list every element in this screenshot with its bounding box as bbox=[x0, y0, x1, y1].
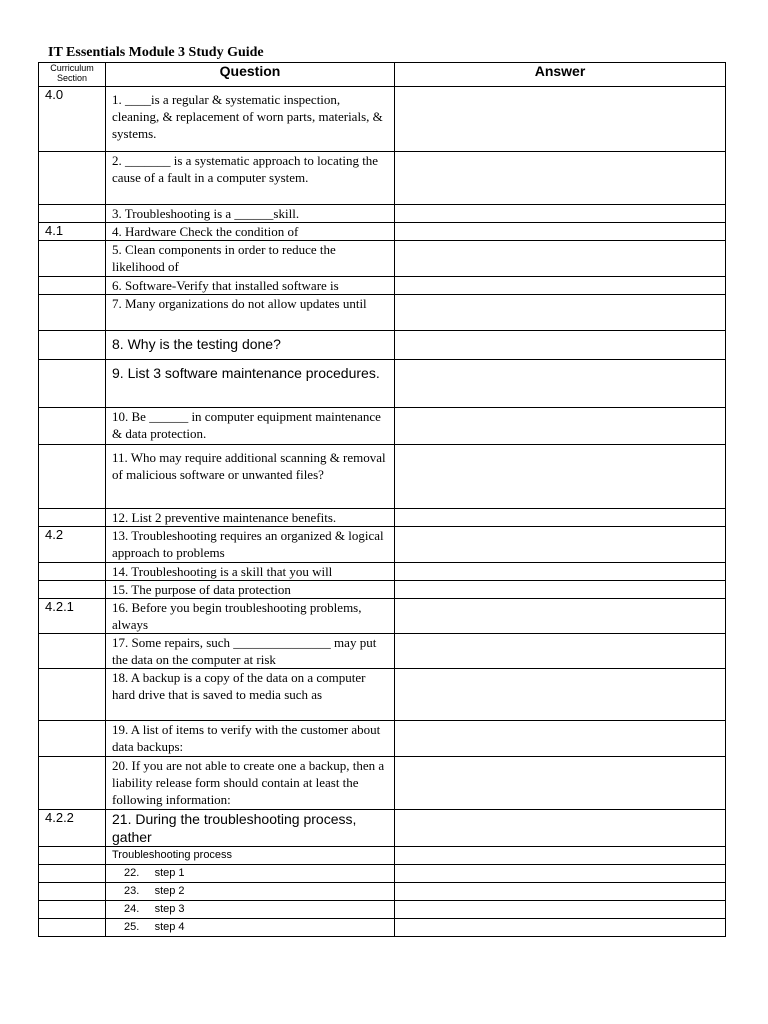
table-row bbox=[39, 87, 726, 152]
answer-cell[interactable] bbox=[395, 919, 726, 937]
question-cell: 9. List 3 software maintenance procedures. bbox=[106, 360, 395, 408]
answer-cell[interactable] bbox=[395, 360, 726, 408]
table-row bbox=[39, 152, 726, 205]
table-row bbox=[39, 360, 726, 408]
question-cell: Troubleshooting process bbox=[106, 847, 395, 865]
section-cell bbox=[39, 721, 106, 757]
answer-cell[interactable] bbox=[395, 599, 726, 634]
question-cell: 17. Some repairs, such _______________ may put the data on the computer at risk bbox=[106, 634, 395, 669]
question-cell: 11. Who may require additional scanning & removal of malicious software or unwanted files? bbox=[106, 445, 395, 509]
question-cell: 7. Many organizations do not allow updates until bbox=[106, 295, 395, 331]
section-cell bbox=[39, 205, 106, 223]
question-cell: 3. Troubleshooting is a ______skill. bbox=[106, 205, 395, 223]
question-cell: 25. step 4 bbox=[106, 919, 395, 937]
question-cell: 2. _______ is a systematic approach to locating the cause of a fault in a computer system. bbox=[106, 152, 395, 205]
question-cell: 18. A backup is a copy of the data on a computer hard drive that is saved to media such as bbox=[106, 669, 395, 721]
question-cell: 20. If you are not able to create one a backup, then a liability release form should contain at least the following information: bbox=[106, 757, 395, 810]
table-row bbox=[39, 277, 726, 295]
section-cell bbox=[39, 241, 106, 277]
answer-cell[interactable] bbox=[395, 634, 726, 669]
table-row bbox=[39, 509, 726, 527]
answer-cell[interactable] bbox=[395, 205, 726, 223]
section-cell bbox=[39, 277, 106, 295]
table-row bbox=[39, 205, 726, 223]
answer-cell[interactable] bbox=[395, 810, 726, 847]
answer-cell[interactable] bbox=[395, 331, 726, 360]
section-cell bbox=[39, 445, 106, 509]
answer-cell[interactable] bbox=[395, 87, 726, 152]
question-cell: 14. Troubleshooting is a skill that you will bbox=[106, 563, 395, 581]
table-row bbox=[39, 721, 726, 757]
question-cell: 5. Clean components in order to reduce the likelihood of bbox=[106, 241, 395, 277]
table-row bbox=[39, 810, 726, 847]
answer-cell[interactable] bbox=[395, 152, 726, 205]
section-cell: 4.2 bbox=[39, 527, 106, 563]
question-cell: 19. A list of items to verify with the customer about data backups: bbox=[106, 721, 395, 757]
question-cell: 21. During the troubleshooting process, gather bbox=[106, 810, 395, 847]
question-cell: 8. Why is the testing done? bbox=[106, 331, 395, 360]
section-cell bbox=[39, 408, 106, 445]
section-cell bbox=[39, 847, 106, 865]
table-row bbox=[39, 241, 726, 277]
page-title: IT Essentials Module 3 Study Guide bbox=[48, 45, 264, 60]
question-cell: 13. Troubleshooting requires an organized & logical approach to problems bbox=[106, 527, 395, 563]
table-row bbox=[39, 563, 726, 581]
question-cell: 6. Software-Verify that installed software is bbox=[106, 277, 395, 295]
section-cell bbox=[39, 669, 106, 721]
section-cell bbox=[39, 901, 106, 919]
table-row bbox=[39, 919, 726, 937]
section-cell: 4.1 bbox=[39, 223, 106, 241]
answer-cell[interactable] bbox=[395, 865, 726, 883]
section-cell: 4.2.1 bbox=[39, 599, 106, 634]
question-cell: 24. step 3 bbox=[106, 901, 395, 919]
table-row bbox=[39, 599, 726, 634]
table-row bbox=[39, 883, 726, 901]
study-guide-table bbox=[38, 62, 726, 937]
table-row bbox=[39, 527, 726, 563]
table-row bbox=[39, 757, 726, 810]
table-row bbox=[39, 634, 726, 669]
answer-cell[interactable] bbox=[395, 847, 726, 865]
question-cell: 12. List 2 preventive maintenance benefits. bbox=[106, 509, 395, 527]
table-row bbox=[39, 223, 726, 241]
answer-cell[interactable] bbox=[395, 721, 726, 757]
answer-cell[interactable] bbox=[395, 445, 726, 509]
header-question: Question bbox=[106, 63, 395, 87]
question-cell: 16. Before you begin troubleshooting problems, always bbox=[106, 599, 395, 634]
table-row bbox=[39, 581, 726, 599]
section-cell bbox=[39, 509, 106, 527]
section-cell bbox=[39, 757, 106, 810]
answer-cell[interactable] bbox=[395, 581, 726, 599]
question-cell: 23. step 2 bbox=[106, 883, 395, 901]
table-row bbox=[39, 445, 726, 509]
section-cell bbox=[39, 919, 106, 937]
header-row bbox=[39, 63, 726, 87]
section-cell bbox=[39, 634, 106, 669]
question-cell: 10. Be ______ in computer equipment maintenance & data protection. bbox=[106, 408, 395, 445]
answer-cell[interactable] bbox=[395, 883, 726, 901]
answer-cell[interactable] bbox=[395, 563, 726, 581]
table-row bbox=[39, 669, 726, 721]
section-cell: 4.0 bbox=[39, 87, 106, 152]
question-cell: 15. The purpose of data protection bbox=[106, 581, 395, 599]
table-row bbox=[39, 901, 726, 919]
answer-cell[interactable] bbox=[395, 295, 726, 331]
section-cell bbox=[39, 295, 106, 331]
answer-cell[interactable] bbox=[395, 408, 726, 445]
answer-cell[interactable] bbox=[395, 509, 726, 527]
section-cell bbox=[39, 883, 106, 901]
question-cell: 1. ____is a regular & systematic inspection, cleaning, & replacement of worn parts, materials, & systems. bbox=[106, 87, 395, 152]
answer-cell[interactable] bbox=[395, 223, 726, 241]
table-row bbox=[39, 865, 726, 883]
table-row bbox=[39, 408, 726, 445]
answer-cell[interactable] bbox=[395, 241, 726, 277]
question-cell: 22. step 1 bbox=[106, 865, 395, 883]
answer-cell[interactable] bbox=[395, 757, 726, 810]
table-row bbox=[39, 331, 726, 360]
answer-cell[interactable] bbox=[395, 277, 726, 295]
answer-cell[interactable] bbox=[395, 527, 726, 563]
header-curriculum-section: Curriculum Section bbox=[39, 63, 106, 87]
table-row bbox=[39, 847, 726, 865]
section-cell bbox=[39, 581, 106, 599]
answer-cell[interactable] bbox=[395, 901, 726, 919]
section-cell bbox=[39, 360, 106, 408]
question-cell: 4. Hardware Check the condition of bbox=[106, 223, 395, 241]
section-cell: 4.2.2 bbox=[39, 810, 106, 847]
section-cell bbox=[39, 563, 106, 581]
section-cell bbox=[39, 152, 106, 205]
section-cell bbox=[39, 331, 106, 360]
table-row bbox=[39, 295, 726, 331]
header-answer: Answer bbox=[395, 63, 726, 87]
section-cell bbox=[39, 865, 106, 883]
answer-cell[interactable] bbox=[395, 669, 726, 721]
